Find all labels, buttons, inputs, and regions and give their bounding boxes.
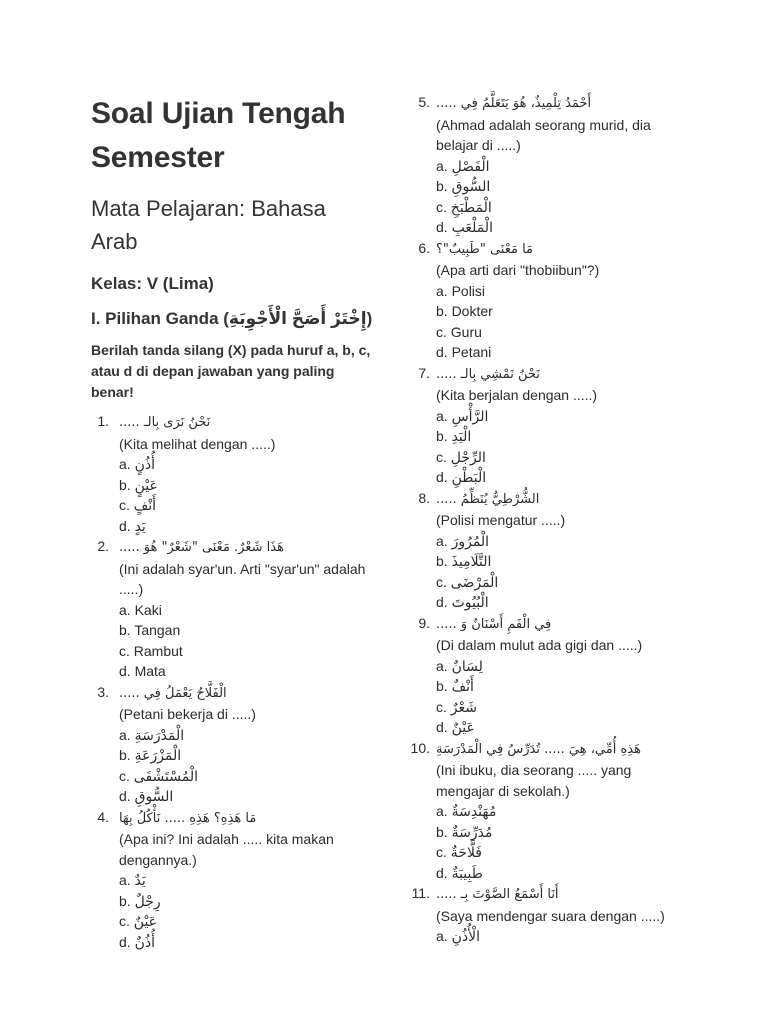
question-list-right: [410, 92, 680, 947]
question-arabic: الْفَلَّاحُ يَعْمَلُ فِي .....: [119, 685, 227, 701]
section-heading: I. Pilihan Ganda (إِخْتَرْ أَصَحَّ الْأَجْوِبَةِ): [91, 309, 373, 328]
question-arabic: الشُّرْطِيُّ يُنَظِّمُ .....: [436, 491, 540, 507]
option-d: d. السُّوقِ: [119, 788, 174, 804]
option-a: a. أُذُنٍ: [119, 456, 155, 472]
option-c: c. الْمَطْبَخِ: [436, 198, 492, 215]
question-list-left: [91, 411, 373, 952]
option-b: b. عَيْنٍ: [119, 476, 158, 493]
option-b: b. رِجْلٌ: [119, 892, 161, 909]
question-arabic: نَحْنُ نَرَى بِالـ .....: [119, 415, 211, 430]
option-a: a. Kaki: [119, 601, 162, 618]
question-item: [91, 682, 373, 807]
question-translation: (Kita berjalan dengan .....): [436, 387, 598, 403]
question-translation: (Ini ibuku, dia seorang ..... yang mengajar di sekolah.): [436, 762, 632, 799]
option-d: d. أُذُنٌ: [119, 933, 155, 950]
option-c: c. فَلَّاحَةٌ: [436, 844, 482, 860]
question-number: 11.: [411, 885, 430, 901]
option-c: c. شَعْرٌ: [436, 698, 477, 715]
option-d: d. Mata: [119, 663, 166, 679]
question-arabic: هَذِهِ أُمِّي، هِيَ ..... تُدَرِّسُ فِي الْمَدْرَسَةِ: [436, 741, 641, 757]
option-c: c. Guru: [436, 323, 482, 340]
option-c: c. عَيْنٌ: [119, 913, 158, 929]
option-c: c. الْمَرْضَى: [436, 573, 499, 590]
option-d: d. الْبُيُوتَ: [436, 594, 489, 610]
option-a: a. Polisi: [436, 282, 486, 299]
option-b: b. التَّلَامِيذَ: [436, 553, 492, 569]
question-translation: (Saya mendengar suara dengan .....): [436, 907, 665, 924]
question-arabic: نَحْنُ نَمْشِي بِالـ .....: [436, 366, 540, 382]
option-c: c. أَنْفٍ: [119, 497, 157, 513]
option-a: a. يَدٌ: [119, 872, 146, 888]
option-d: d. الْمَلْعَبِ: [436, 219, 493, 235]
question-arabic: أَنَا أَسْمَعُ الصَّوْتَ بِـ .....: [436, 887, 559, 902]
question-item: [91, 411, 373, 536]
question-arabic: مَا هَذِهِ؟ هَذِهِ ..... نَأْكُلُ بِهَا: [119, 810, 257, 826]
option-c: c. Rambut: [119, 642, 183, 659]
question-number: 4.: [97, 808, 109, 825]
option-c: c. الْمُسْتَشْفَى: [119, 767, 198, 784]
question-number: 5.: [418, 94, 430, 110]
question-translation: (Kita melihat dengan .....): [119, 435, 276, 452]
option-a: a. مُهَنْدِسَةٌ: [436, 803, 497, 819]
question-translation: (Apa arti dari "thobiibun"?): [436, 262, 600, 278]
option-d: d. عَيْنٌ: [436, 719, 475, 735]
question-item: [410, 363, 680, 488]
option-a: a. الْمَدْرَسَةِ: [119, 726, 185, 743]
question-number: 2.: [97, 538, 109, 554]
option-b: b. الْيَدِ: [436, 428, 472, 444]
question-item: [410, 613, 680, 738]
option-d: d. الْبَطْنِ: [436, 469, 487, 485]
question-translation: (Apa ini? Ini adalah ..... kita makan dengannya.): [119, 831, 334, 868]
option-b: b. أَنْفٌ: [436, 678, 474, 694]
option-a: a. الرَّأْسِ: [436, 407, 489, 424]
question-arabic: أَحْمَدُ تِلْمِيذٌ، هُوَ يَتَعَلَّمُ فِي .....: [436, 96, 592, 111]
question-item: [91, 536, 373, 682]
question-translation: (Petani bekerja di .....): [119, 706, 256, 722]
option-d: d. Petani: [436, 344, 492, 360]
question-item: [410, 92, 680, 238]
question-translation: (Polisi mengatur .....): [436, 512, 566, 528]
left-column: [91, 92, 373, 952]
question-translation: (Di dalam mulut ada gigi dan .....): [436, 637, 643, 653]
question-item: [410, 238, 680, 363]
option-c: c. الرِّجْلِ: [436, 448, 486, 465]
question-arabic: مَا مَعْنَى "طَبِيبٌ"؟: [436, 241, 533, 257]
right-column: [410, 92, 680, 947]
option-b: b. Tangan: [119, 622, 181, 638]
option-b: b. Dokter: [436, 303, 493, 319]
question-item: [410, 738, 680, 884]
question-item: [410, 883, 680, 947]
option-b: b. السُّوقِ: [436, 178, 491, 194]
question-arabic: فِي الْفَمِ أَسْنَانٌ وَ .....: [436, 616, 552, 632]
question-number: 10.: [410, 739, 430, 756]
question-arabic: هَذَا شَعْرٌ. مَعْنَى "شَعْرٌ" هُوَ .....: [119, 540, 284, 555]
option-b: b. مُدَرِّسَةٌ: [436, 823, 493, 840]
option-a: a. الْمُرُورَ: [436, 532, 490, 549]
page-title: Soal Ujian Tengah Semester: [91, 97, 346, 174]
question-number: 3.: [97, 683, 109, 700]
class-label: Kelas: V (Lima): [91, 274, 214, 293]
question-number: 1.: [97, 413, 109, 429]
option-d: d. طَبِيبَةٌ: [436, 864, 483, 881]
question-number: 8.: [418, 489, 430, 506]
option-a: a. لِسَانٌ: [436, 657, 483, 674]
instruction-text: Berilah tanda silang (X) pada huruf a, b, c, atau d di depan jawaban yang paling benar!: [91, 342, 371, 400]
question-translation: (Ini adalah syar'un. Arti "syar'un" adalah .....): [119, 560, 366, 597]
option-b: b. الْمَزْرَعَةِ: [119, 747, 182, 763]
question-item: [91, 807, 373, 953]
question-item: [410, 488, 680, 613]
option-a: a. الْفَصْلِ: [436, 157, 490, 174]
option-d: d. يَدٍ: [119, 517, 146, 534]
option-a: a. الْأُذُنِ: [436, 928, 480, 944]
question-number: 9.: [418, 614, 430, 631]
subject-heading: Mata Pelajaran: Bahasa Arab: [91, 196, 326, 254]
question-translation: (Ahmad adalah seorang murid, dia belajar di .....): [436, 116, 651, 153]
question-number: 7.: [418, 364, 430, 381]
question-number: 6.: [418, 239, 430, 256]
